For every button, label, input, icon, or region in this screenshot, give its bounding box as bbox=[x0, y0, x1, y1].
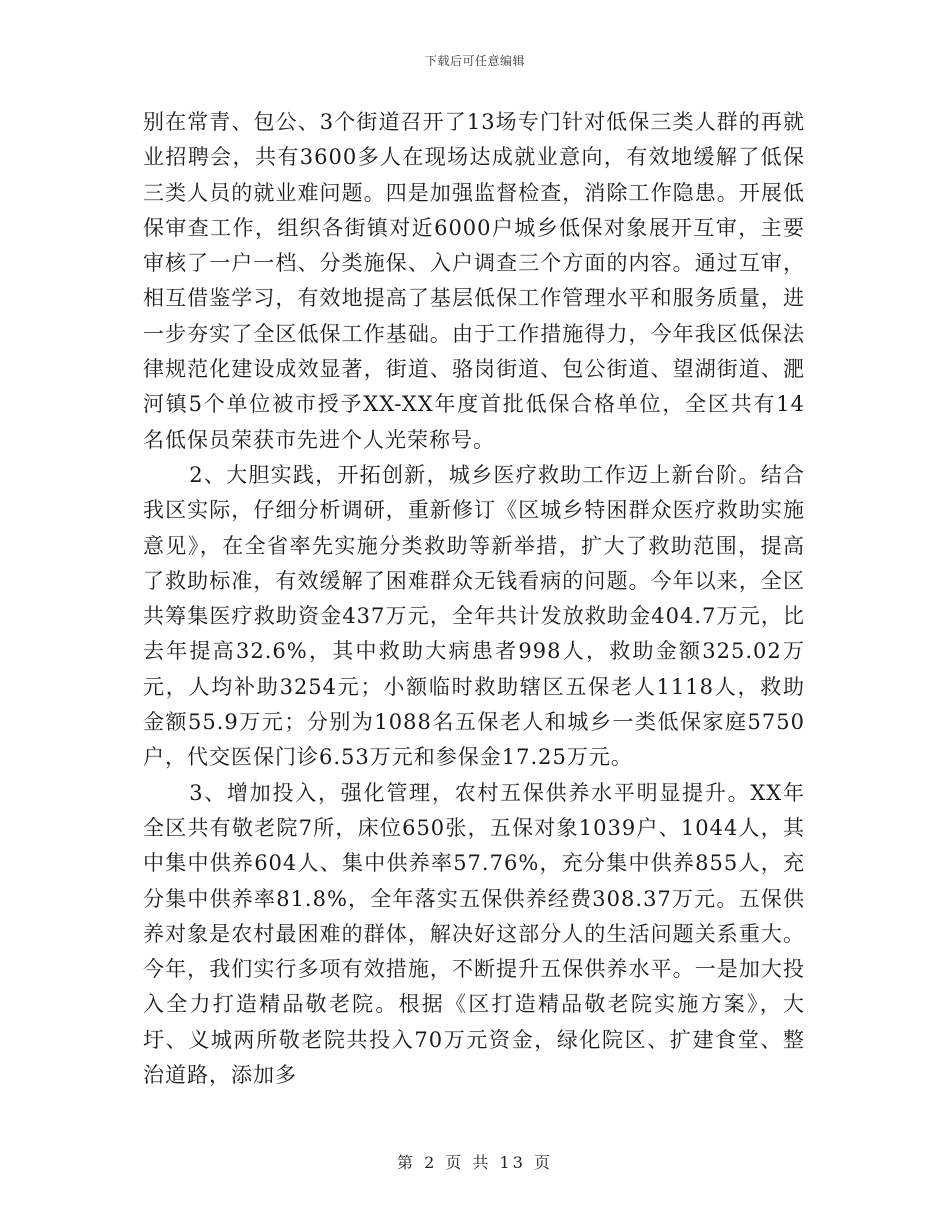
page-header-note: 下载后可任意编辑 bbox=[424, 54, 525, 68]
document-body bbox=[143, 105, 805, 1093]
paragraph-1: 别在常青、包公、3个街道召开了13场专门针对低保三类人群的再就业招聘会，共有3600多人在现场达成就业意向，有效地缓解了低保三类人员的就业难问题。四是加强监督检查，消除工作隐患。开展低保审查工作，组织各街镇对近6000户城乡低保对象展开互审，主要审核了一户一档、分类施保、入户调查三个方面的内容。通过互审，相互借鉴学习，有效地提高了基层低保工作管理水平和服务质量，进一步夯实了全区低保工作基础。由于工作措施得力，今年我区低保法律规范化建设成效显著，街道、骆岗街道、包公街道、望湖街道、淝河镇5个单位被市授予XX-XX年度首批低保合格单位，全区共有14名低保员荣获市先进个人光荣称号。 bbox=[143, 110, 805, 452]
paragraph-2: 2、大胆实践，开拓创新，城乡医疗救助工作迈上新台阶。结合我区实际，仔细分析调研，重新修订《区城乡特困群众医疗救助实施意见》，在全省率先实施分类救助等新举措，扩大了救助范围，提高了救助标准，有效缓解了困难群众无钱看病的问题。今年以来，全区共筹集医疗救助资金437万元，全年共计发放救助金404.7万元，比去年提高32.6%，其中救助大病患者998人，救助金额325.02万元，人均补助3254元；小额临时救助辖区五保老人1118人，救助金额55.9万元；分别为1088名五保老人和城乡一类低保家庭5750户，代交医保门诊6.53万元和参保金17.25万元。 bbox=[143, 462, 805, 770]
page-number: 第 2 页 共 13 页 bbox=[397, 1153, 553, 1172]
paragraph-3: 3、增加投入，强化管理，农村五保供养水平明显提升。XX年全区共有敬老院7所，床位650张，五保对象1039户、1044人，其中集中供养604人、集中供养率57.76%，充分集中供养855人，充分集中供养率81.8%，全年落实五保供养经费308.37万元。五保供养对象是农村最困难的群体，解决好这部分人的生活问题关系重大。今年，我们实行多项有效措施，不断提升五保供养水平。一是加大投入全力打造精品敬老院。根据《区打造精品敬老院实施方案》，大圩、义城两所敬老院共投入70万元资金，绿化院区、扩建食堂、整治道路，添加多 bbox=[143, 780, 805, 1088]
